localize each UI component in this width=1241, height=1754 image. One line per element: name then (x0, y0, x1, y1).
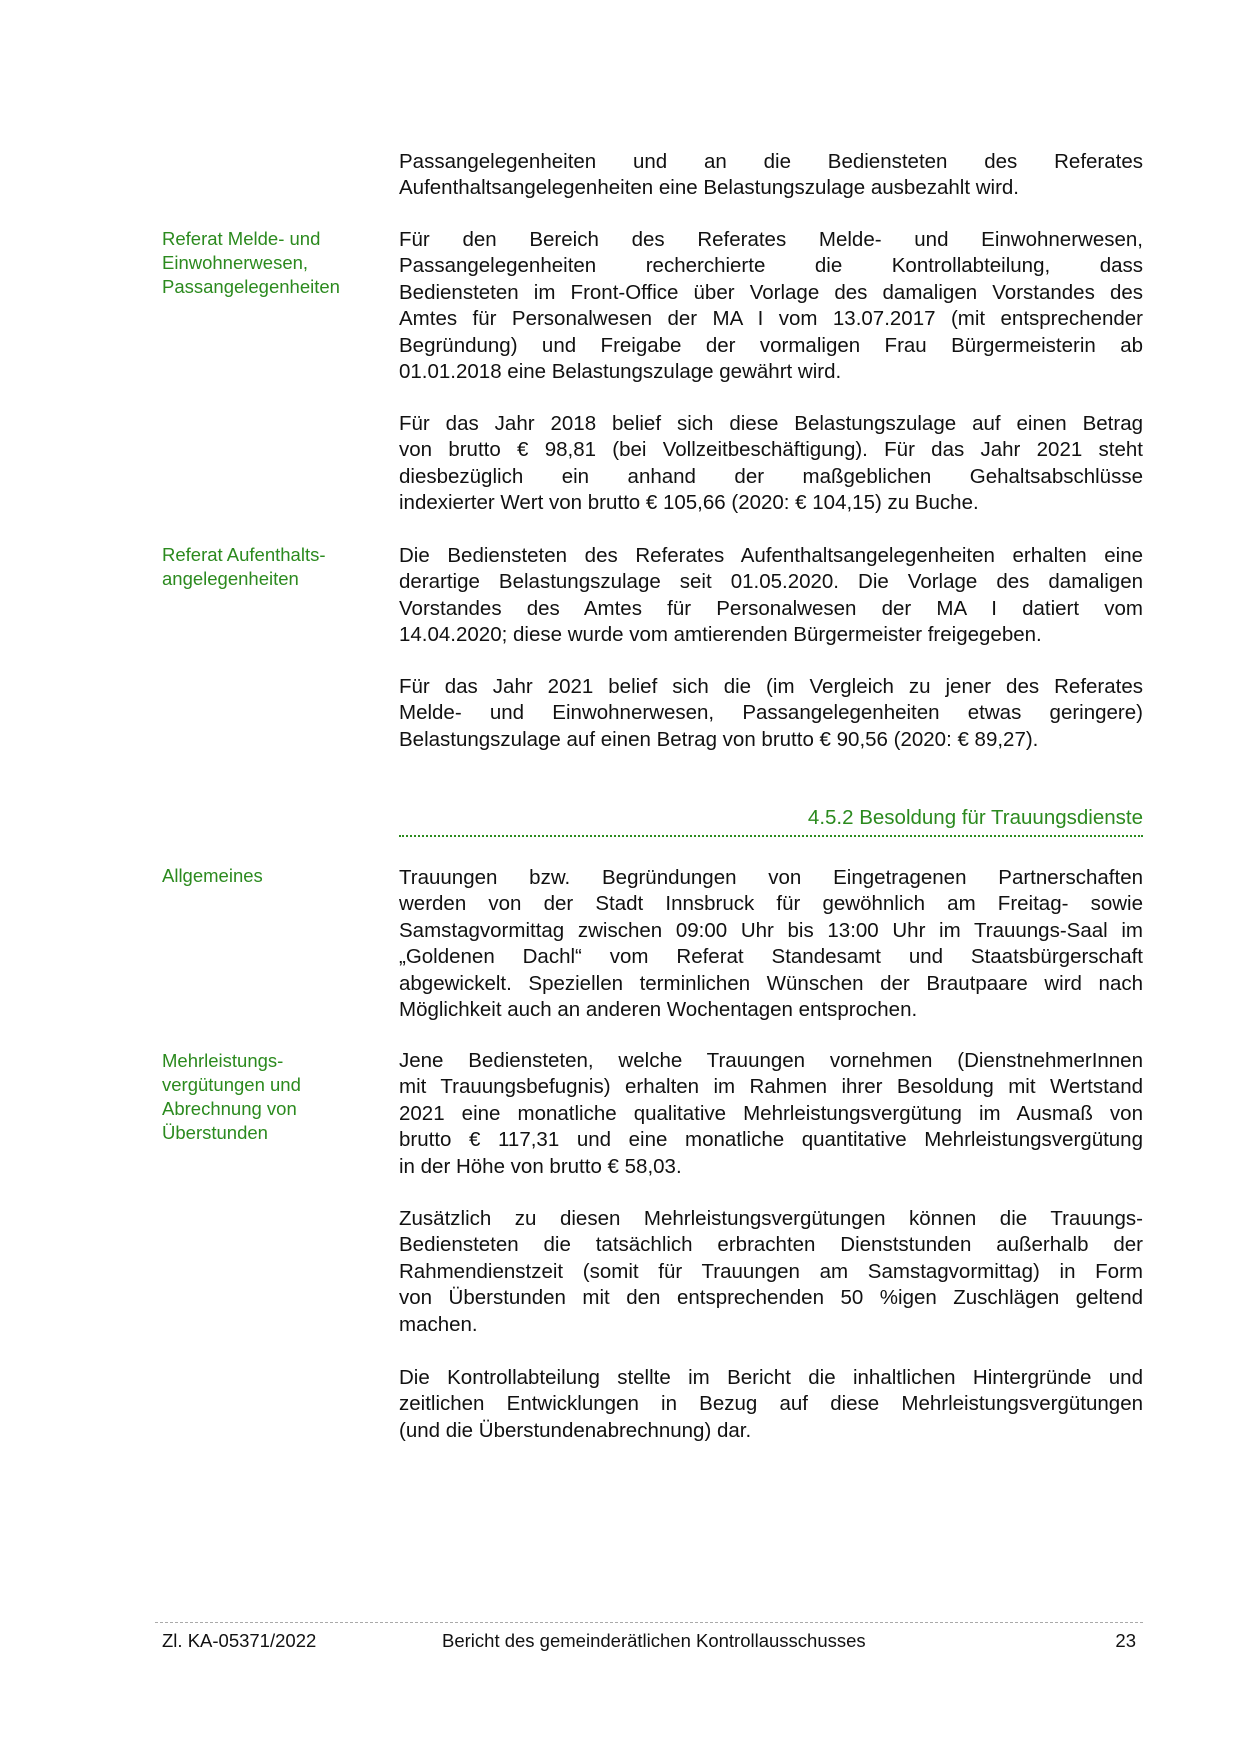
text-line: 01.01.2018 eine Belastungszulage gewährt wird. (399, 360, 842, 384)
text-line: in der Höhe von brutto € 58,03. (399, 1154, 682, 1178)
text-line: Rahmendienstzeit (somit für Trauungen am Samstagvormittag) in Form (399, 1259, 1143, 1283)
text-line: Bediensteten die tatsächlich erbrachten Dienststunden außerhalb der (399, 1233, 1143, 1257)
text-line: von brutto € 98,81 (bei Vollzeitbeschäftigung). Für das Jahr 2021 steht (399, 438, 1143, 462)
label-line: Referat Melde- und (162, 228, 321, 249)
paragraph (399, 1206, 1143, 1338)
paragraph (399, 411, 1143, 517)
label-line: angelegenheiten (162, 568, 299, 589)
text-line: brutto € 117,31 und eine monatliche quantitative Mehrleistungsvergütung (399, 1128, 1143, 1152)
text-line: diesbezüglich ein anhand der maßgeblichen Gehaltsabschlüsse (399, 464, 1143, 488)
text-line: Zusätzlich zu diesen Mehrleistungsvergütungen können die Trauungs- (399, 1207, 1143, 1230)
label-line: Mehrleistungs- (162, 1050, 284, 1071)
paragraph (399, 1048, 1143, 1180)
text-line: Für den Bereich des Referates Melde- und Einwohnerwesen, (399, 228, 1143, 251)
text-line: Vorstandes des Amtes für Personalwesen der MA I datiert vom (399, 596, 1143, 620)
text-line: 14.04.2020; diese wurde vom amtierenden Bürgermeister freigegeben. (399, 623, 1042, 647)
text-line: zeitlichen Entwicklungen in Bezug auf diese Mehrleistungsvergütungen (399, 1392, 1143, 1416)
paragraph (399, 865, 1143, 1023)
text-line: Bediensteten im Front-Office über Vorlage des damaligen Vorstandes des (399, 280, 1143, 304)
footer-rule (155, 1622, 1143, 1623)
text-line: Möglichkeit auch an anderen Wochentagen entsprochen. (399, 998, 918, 1022)
heading-dotted-rule (399, 835, 1143, 837)
margin-label-melde (162, 227, 392, 299)
label-line: Passangelegenheiten (162, 276, 340, 297)
page-number: 23 (1115, 1630, 1136, 1651)
text-line: derartige Belastungszulage seit 01.05.2020. Die Vorlage des damaligen (399, 570, 1143, 594)
text-line: mit Trauungsbefugnis) erhalten im Rahmen ihrer Besoldung mit Wertstand (399, 1075, 1143, 1099)
text-line: werden von der Stadt Innsbruck für gewöhnlich am Freitag- sowie (399, 892, 1143, 916)
label-line: Abrechnung von (162, 1098, 297, 1119)
paragraph (399, 1365, 1143, 1444)
text-line: Trauungen bzw. Begründungen von Eingetragenen Partnerschaften (399, 866, 1143, 889)
text-line: 2021 eine monatliche qualitative Mehrleistungsvergütung im Ausmaß von (399, 1101, 1143, 1125)
text-line: indexierter Wert von brutto € 105,66 (2020: € 104,15) zu Buche. (399, 491, 979, 515)
paragraph (399, 674, 1143, 753)
text-line: Samstagvormittag zwischen 09:00 Uhr bis 13:00 Uhr im Trauungs-Saal im (399, 918, 1143, 942)
margin-label-allgemeines (162, 864, 392, 888)
section-heading: 4.5.2 Besoldung für Trauungsdienste (807, 806, 1143, 829)
margin-label-mehrleistung (162, 1049, 392, 1145)
text-line: Belastungszulage auf einen Betrag von brutto € 90,56 (2020: € 89,27). (399, 727, 1039, 751)
text-line: Die Kontrollabteilung stellte im Bericht die inhaltlichen Hintergründe und (399, 1366, 1143, 1389)
text-line: „Goldenen Dachl“ vom Referat Standesamt und Staatsbürgerschaft (399, 945, 1143, 969)
label-line: Überstunden (162, 1122, 268, 1143)
text-line: machen. (399, 1312, 478, 1336)
label-line: vergütungen und (162, 1074, 301, 1095)
footer-title: Bericht des gemeinderätlichen Kontrollausschusses (442, 1630, 866, 1651)
footer-reference: Zl. KA-05371/2022 (162, 1630, 317, 1651)
text-line: Melde- und Einwohnerwesen, Passangelegenheiten etwas geringere) (399, 701, 1143, 725)
label-line: Einwohnerwesen, (162, 252, 309, 273)
text-line: Für das Jahr 2018 belief sich diese Belastungszulage auf einen Betrag (399, 412, 1143, 435)
text-line: Die Bediensteten des Referates Aufenthaltsangelegenheiten erhalten eine (399, 544, 1143, 567)
paragraph (399, 149, 1143, 202)
text-line: Begründung) und Freigabe der vormaligen Frau Bürgermeisterin ab (399, 333, 1143, 357)
text-line: Jene Bediensteten, welche Trauungen vornehmen (DienstnehmerInnen (399, 1049, 1143, 1072)
text-line: Passangelegenheiten und an die Bediensteten des Referates (399, 150, 1143, 173)
paragraph (399, 543, 1143, 649)
text-line: Passangelegenheiten recherchierte die Kontrollabteilung, dass (399, 254, 1143, 278)
text-line: Amtes für Personalwesen der MA I vom 13.07.2017 (mit entsprechender (399, 307, 1143, 331)
text-line: abgewickelt. Speziellen terminlichen Wünschen der Brautpaare wird nach (399, 971, 1143, 995)
text-line: von Überstunden mit den entsprechenden 50 %igen Zuschlägen geltend (399, 1286, 1143, 1310)
text-line: Aufenthaltsangelegenheiten eine Belastungszulage ausbezahlt wird. (399, 176, 1020, 200)
label-line: Allgemeines (162, 865, 263, 886)
text-line: (und die Überstundenabrechnung) dar. (399, 1418, 752, 1442)
text-line: Für das Jahr 2021 belief sich die (im Vergleich zu jener des Referates (399, 675, 1143, 698)
paragraph (399, 227, 1143, 385)
margin-label-aufenthalt (162, 543, 392, 591)
label-line: Referat Aufenthalts- (162, 544, 326, 565)
